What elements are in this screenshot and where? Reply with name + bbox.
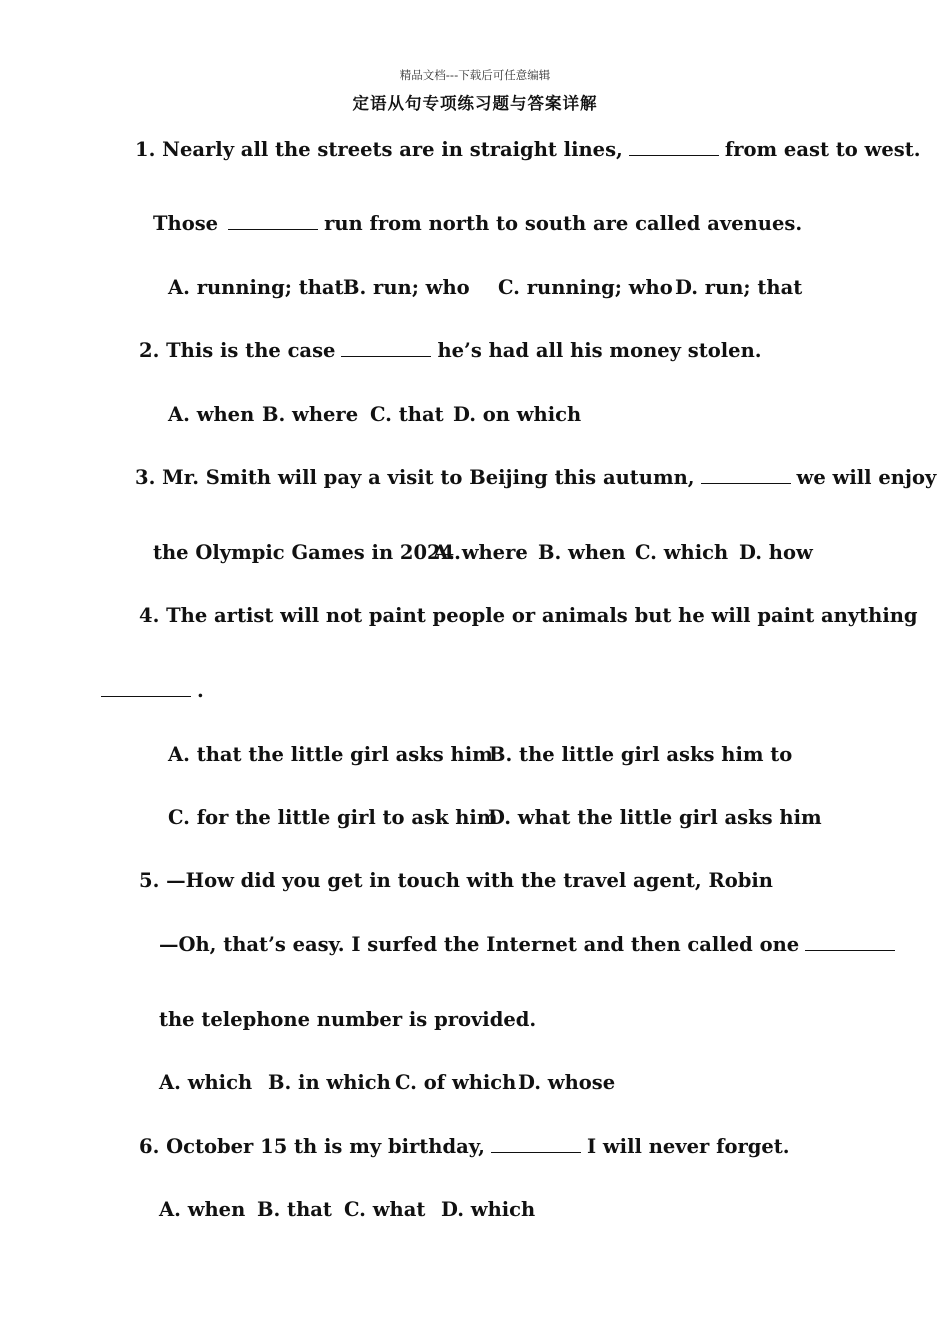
answer-blank xyxy=(341,355,431,357)
question-5-line-1: 5. —How did you get in touch with the travel agent, Robin xyxy=(139,869,773,892)
question-6-option-c: C. what xyxy=(344,1198,426,1221)
question-5-option-a: A. which xyxy=(159,1071,253,1094)
question-1-option-a: A. running; that xyxy=(168,276,344,299)
answer-blank xyxy=(805,949,895,951)
question-1-text-c: Those xyxy=(153,212,219,235)
answer-blank xyxy=(629,154,719,156)
question-5-text-a: —Oh, that’s easy. I surfed the Internet and then called one xyxy=(159,933,800,956)
answer-blank xyxy=(701,482,791,484)
question-4-option-c: C. for the little girl to ask him xyxy=(168,806,498,829)
question-6-line-1 xyxy=(139,1137,790,1157)
question-5-option-b: B. in which xyxy=(268,1071,391,1094)
question-4-line-1: 4. The artist will not paint people or animals but he will paint anything xyxy=(139,604,918,627)
answer-blank xyxy=(491,1151,581,1153)
question-1-text-b: from east to west. xyxy=(724,138,921,161)
question-4-option-a: A. that the little girl asks him xyxy=(168,743,493,766)
question-2-option-b: B. where xyxy=(262,403,359,426)
question-2-option-a: A. when xyxy=(168,403,255,426)
question-2-option-c: C. that xyxy=(370,403,444,426)
question-3-option-c: C. which xyxy=(635,541,729,564)
question-4-option-b: B. the little girl asks him to xyxy=(489,743,793,766)
answer-blank xyxy=(101,695,191,697)
question-5-line-2 xyxy=(159,935,901,955)
question-3-option-d: D. how xyxy=(739,541,813,564)
question-6-text-a: 6. October 15 th is my birthday, xyxy=(139,1135,485,1158)
question-6-option-d: D. which xyxy=(441,1198,536,1221)
question-5-option-c: C. of which xyxy=(395,1071,517,1094)
question-1-line-1 xyxy=(135,140,921,160)
document-watermark: 精品文档---下载后可任意编辑 xyxy=(399,68,551,82)
question-1-option-c: C. running; who xyxy=(498,276,673,299)
question-6-option-a: A. when xyxy=(159,1198,246,1221)
question-1-option-d: D. run; that xyxy=(675,276,803,299)
question-2-option-d: D. on which xyxy=(453,403,582,426)
question-5-line-3: the telephone number is provided. xyxy=(159,1008,537,1031)
question-4-option-d: D. what the little girl asks him xyxy=(488,806,822,829)
question-3-text-b: we will enjoy xyxy=(796,466,937,489)
question-4-period: . xyxy=(197,679,204,702)
question-4-line-2 xyxy=(101,681,204,701)
question-6-option-b: B. that xyxy=(257,1198,332,1221)
question-3-line-2: the Olympic Games in 2024. xyxy=(153,541,461,564)
question-2-text-b: he’s had all his money stolen. xyxy=(437,339,762,362)
question-1-line-2 xyxy=(153,214,802,234)
question-1-text-a: 1. Nearly all the streets are in straight lines, xyxy=(135,138,623,161)
document-title: 定语从句专项练习题与答案详解 xyxy=(352,94,598,113)
question-2-text-a: 2. This is the case xyxy=(139,339,336,362)
question-3-option-b: B. when xyxy=(538,541,626,564)
question-3-option-a: A. where xyxy=(433,541,528,564)
question-3-text-a: 3. Mr. Smith will pay a visit to Beijing this autumn, xyxy=(135,466,695,489)
question-3-line-1 xyxy=(135,468,936,488)
question-2-line-1 xyxy=(139,341,762,361)
question-1-text-d: run from north to south are called avenues. xyxy=(324,212,803,235)
question-5-option-d: D. whose xyxy=(518,1071,616,1094)
answer-blank xyxy=(228,228,318,230)
question-6-text-b: I will never forget. xyxy=(586,1135,790,1158)
question-1-option-b: B. run; who xyxy=(343,276,470,299)
